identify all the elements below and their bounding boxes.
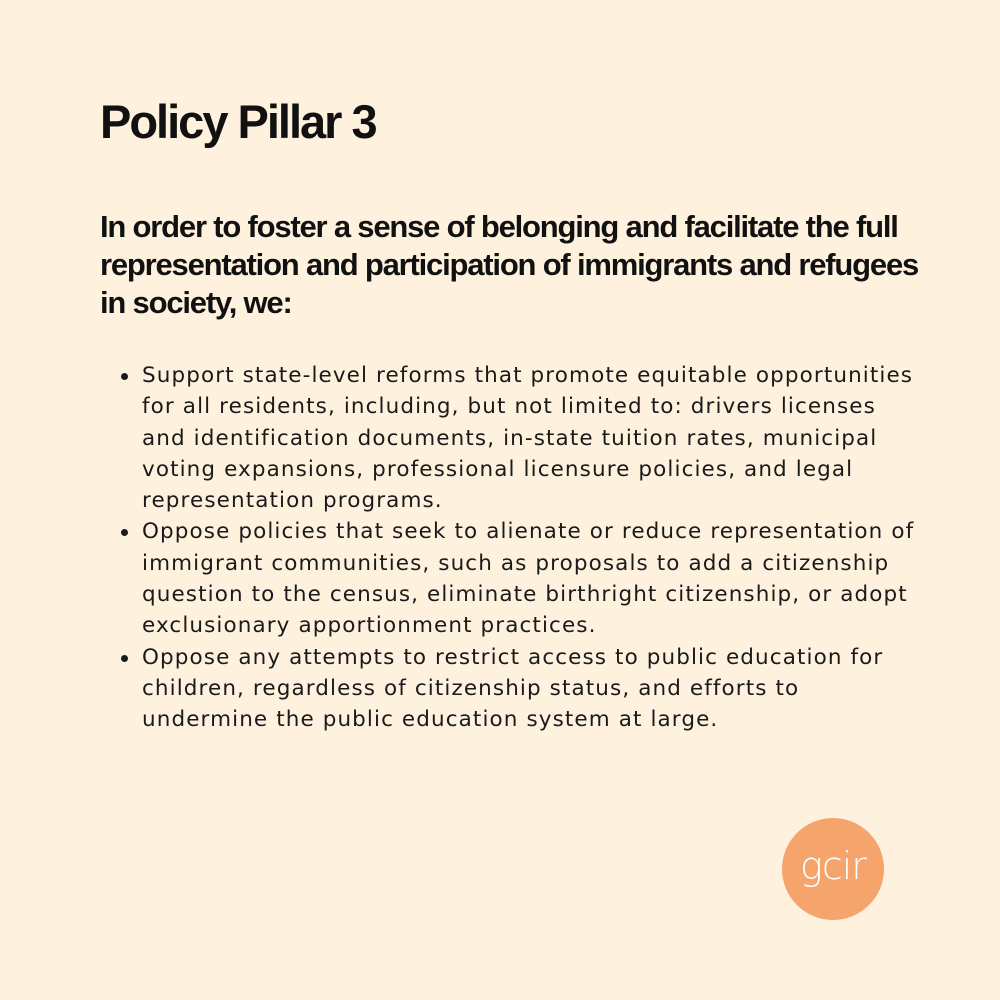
logo-wordmark: gcir [800,844,866,888]
bullet-icon [121,373,128,380]
list-item [142,360,922,516]
bullet-icon [121,655,128,662]
list-item [142,516,922,641]
list-item-text: Support state-level reforms that promote equitable opportunities for all residents, including, but not limited to: drivers licenses and identification documents, in-state tuition rates, municipal voting expansions, professional licensure policies, and legal representation programs. [142,363,914,514]
page-title: Policy Pillar 3 [100,95,376,148]
bullet-icon [121,529,128,536]
list-item-text: Oppose policies that seek to alienate or reduce representation of immigrant communities, such as proposals to add a citizenship question to the census, eliminate birthright citizenship, or adopt exclusionary apportionment practices. [142,519,915,639]
gcir-logo-icon [788,839,878,899]
policy-bullet-list [142,360,922,736]
intro-statement: In order to foster a sense of belonging and facilitate the full representation and participation of immigrants and refugees in society, we: [100,209,919,320]
list-item [142,642,922,736]
list-item-text: Oppose any attempts to restrict access to public education for children, regardless of citizenship status, and efforts to undermine the public education system at large. [142,644,884,733]
gcir-logo [782,818,884,920]
